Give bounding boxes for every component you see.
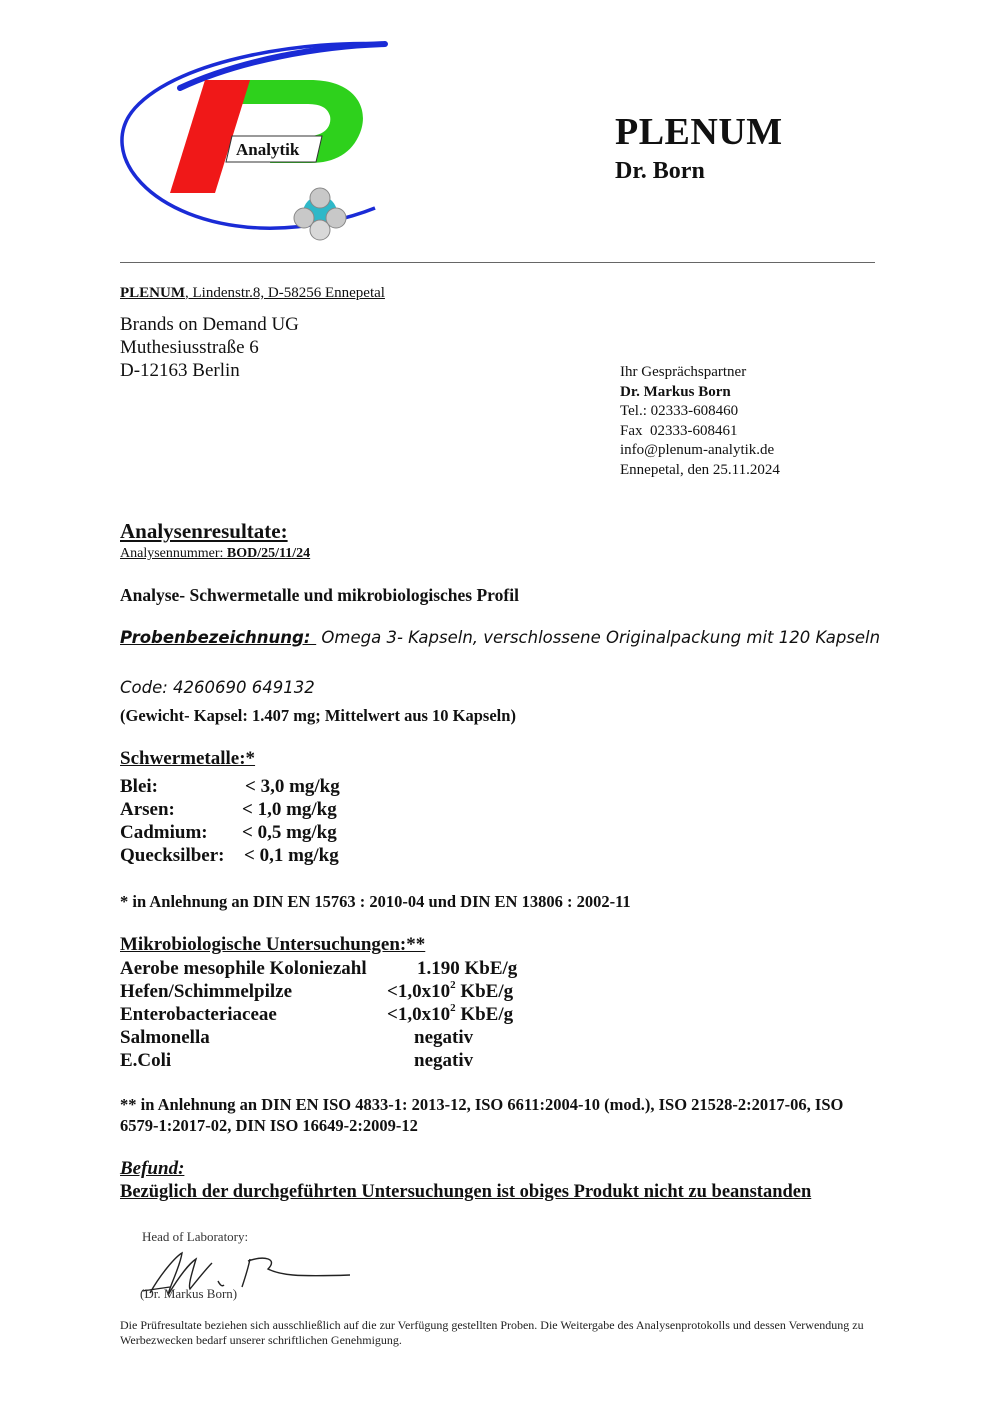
analysis-number bbox=[120, 546, 310, 562]
capsule-weight: (Gewicht- Kapsel: 1.407 mg; Mittelwert aus 10 Kapseln) bbox=[120, 706, 516, 725]
befund-verdict: Bezüglich der durchgeführten Untersuchungen ist obiges Produkt nicht zu beanstanden bbox=[120, 1182, 812, 1202]
contact-email: info@plenum-analytik.de bbox=[620, 442, 775, 458]
micro-row bbox=[120, 1002, 514, 1026]
brand-subtitle: Dr. Born bbox=[615, 158, 705, 184]
contact-date: Ennepetal, den 25.11.2024 bbox=[620, 461, 780, 478]
sample-description bbox=[120, 628, 880, 647]
contact-block bbox=[620, 363, 780, 480]
recipient-line: D-12163 Berlin bbox=[120, 360, 240, 381]
contact-fax: Fax 02333-608461 bbox=[620, 422, 738, 439]
metal-row bbox=[120, 776, 340, 798]
micro-name: Salmonella bbox=[120, 1027, 210, 1048]
metal-name: Blei: bbox=[120, 776, 158, 797]
micro-name: Aerobe mesophile Koloniezahl bbox=[120, 958, 367, 979]
micro-value: $<1,0x10^2$ KbE/g bbox=[387, 1002, 514, 1025]
brand-name: PLENUM bbox=[615, 111, 783, 153]
results-heading: Analysenresultate: bbox=[120, 519, 288, 543]
micro-name: E.Coli bbox=[120, 1050, 172, 1071]
sample-value: Omega 3- Kapseln, verschlossene Originalpackung mit 120 Kapseln bbox=[316, 628, 881, 647]
sender-name: PLENUM bbox=[120, 285, 185, 301]
micro-value: $<1,0x10^2$ KbE/g bbox=[387, 979, 514, 1002]
contact-label: Ihr Gesprächspartner bbox=[620, 364, 747, 380]
micro-row bbox=[120, 1027, 474, 1049]
micro-name: Hefen/Schimmelpilze bbox=[120, 981, 293, 1002]
micro-row bbox=[120, 958, 518, 980]
sender-line bbox=[120, 285, 385, 302]
micro-name: Enterobacteriaceae bbox=[120, 1004, 277, 1025]
contact-tel: Tel.: 02333-608460 bbox=[620, 403, 739, 419]
analysis-number-value: BOD/25/11/24 bbox=[226, 546, 311, 561]
logo-text: Analytik bbox=[236, 140, 300, 159]
metal-value: < 0,1 mg/kg bbox=[244, 845, 339, 866]
micro-row bbox=[120, 979, 514, 1003]
recipient-line: Brands on Demand UG bbox=[120, 314, 299, 335]
metal-value: < 0,5 mg/kg bbox=[242, 822, 337, 843]
metal-name: Arsen: bbox=[120, 799, 175, 820]
metal-name: Cadmium: bbox=[120, 822, 208, 843]
metal-value: < 1,0 mg/kg bbox=[242, 799, 337, 820]
metal-value: < 3,0 mg/kg bbox=[245, 776, 340, 797]
recipient-address bbox=[120, 313, 299, 382]
signature-title: Head of Laboratory: bbox=[142, 1229, 249, 1244]
contact-person: Dr. Markus Born bbox=[620, 383, 731, 400]
product-code: Code: 4260690 649132 bbox=[120, 678, 315, 697]
metal-row bbox=[120, 799, 337, 821]
disclaimer: Die Prüfresultate beziehen sich ausschließlich auf die zur Verfügung gestellten Proben. Die Weitergabe des Analysenprotokolls und dessen Verwendung zu Werbezwecken bedarf unserer schriftlichen Genehmigung. bbox=[120, 1318, 864, 1347]
header-divider bbox=[120, 262, 875, 263]
micro-value: negativ bbox=[414, 1027, 474, 1048]
analysis-title: Analyse- Schwermetalle und mikrobiologisches Profil bbox=[120, 585, 519, 605]
sender-address: , Lindenstr.8, D-58256 Ennepetal bbox=[185, 285, 385, 301]
micro-row bbox=[120, 1050, 474, 1072]
recipient-line: Muthesiusstraße 6 bbox=[120, 337, 259, 358]
micro-norm-footnote: ** in Anlehnung an DIN EN ISO 4833-1: 2013-12, ISO 6611:2004-10 (mod.), ISO 21528-2:2017-06, ISO 6579-1:2017-02, DIN ISO 16649-2:2009-12 bbox=[120, 1095, 844, 1135]
analysis-number-label: Analysennummer: bbox=[120, 546, 227, 561]
sample-label: Probenbezeichnung: bbox=[120, 628, 317, 647]
micro-heading: Mikrobiologische Untersuchungen:** bbox=[120, 934, 426, 955]
metals-heading: Schwermetalle:* bbox=[120, 748, 256, 769]
metals-norm-footnote: * in Anlehnung an DIN EN 15763 : 2010-04 und DIN EN 13806 : 2002-11 bbox=[120, 892, 631, 911]
metal-name: Quecksilber: bbox=[120, 845, 225, 866]
metal-row bbox=[120, 845, 339, 867]
micro-value: 1.190 KbE/g bbox=[417, 958, 518, 979]
micro-value: negativ bbox=[414, 1050, 474, 1071]
befund-heading: Befund: bbox=[120, 1158, 185, 1179]
plenum-analytik-logo bbox=[120, 38, 400, 248]
signer-name: (Dr. Markus Born) bbox=[140, 1286, 238, 1301]
metal-row bbox=[120, 822, 337, 844]
